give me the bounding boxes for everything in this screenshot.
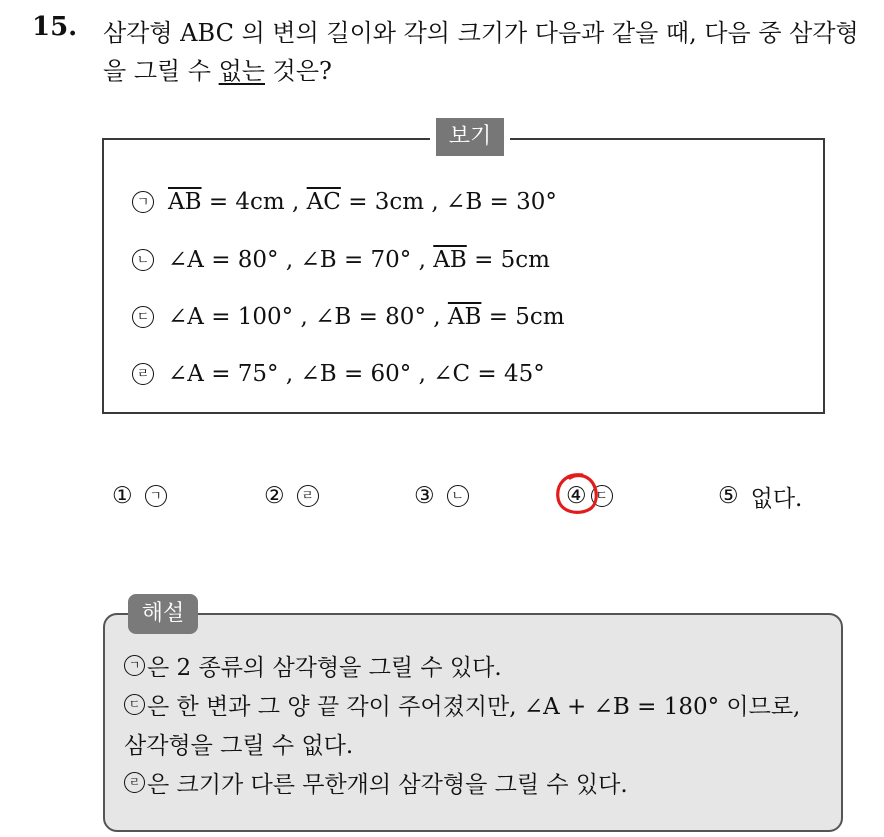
circled-marker: ㄱ — [132, 191, 154, 213]
question-text-part2: 것은? — [265, 57, 332, 85]
item-text: ∠A = 80° , ∠B = 70° , — [168, 247, 434, 273]
item-text: = 5cm — [466, 247, 550, 273]
bogi-item-1 — [132, 186, 557, 218]
circled-marker: ㄴ — [447, 485, 469, 507]
explanation-line-4 — [124, 764, 628, 800]
explanation-label: 해설 — [128, 594, 198, 634]
circled-marker: ㄹ — [124, 772, 145, 793]
item-text: = 5cm — [481, 304, 565, 330]
choice-number: ① — [112, 483, 133, 509]
choice-5[interactable] — [718, 480, 802, 512]
item-text: ∠A = 100° , ∠B = 80° , — [168, 304, 448, 330]
bogi-item-4 — [132, 358, 545, 390]
selected-answer-mark-icon — [552, 470, 602, 520]
item-text: = 3cm , ∠B = 30° — [340, 189, 557, 215]
item-text: ∠A = 75° , ∠B = 60° , ∠C = 45° — [168, 361, 545, 387]
explanation-text: 삼각형을 그릴 수 없다. — [124, 732, 354, 759]
bogi-label: 보기 — [430, 118, 510, 156]
question-text-part1: 삼각형 ABC 의 변의 길이와 각의 크기가 다음과 같을 때, 다음 중 삼각형을 그릴 수 — [103, 19, 859, 85]
circled-marker: ㄷ — [124, 694, 145, 715]
explanation-line-3 — [124, 725, 353, 761]
explanation-text: 은 한 변과 그 양 끝 각이 주어졌지만, ∠A + ∠B = 180° 이므로, — [147, 693, 801, 720]
explanation-line-1 — [124, 647, 502, 683]
segment-label: $\overline{AC}$ — [306, 189, 341, 215]
choice-number: ④ — [566, 483, 587, 509]
circled-marker: ㄷ — [132, 306, 154, 328]
explanation-line-2 — [124, 686, 800, 722]
question-text-underlined: 없는 — [218, 57, 265, 85]
explanation-text: 은 크기가 다른 무한개의 삼각형을 그릴 수 있다. — [147, 771, 628, 798]
choice-number: ② — [264, 483, 285, 509]
circled-marker: ㄷ — [591, 485, 613, 507]
choice-text: 없다. — [750, 485, 803, 512]
choice-number: ⑤ — [718, 483, 739, 509]
circled-marker: ㄱ — [145, 485, 167, 507]
circled-marker: ㄹ — [297, 485, 319, 507]
choice-1[interactable] — [112, 480, 181, 512]
choice-number: ③ — [414, 483, 435, 509]
question-text — [103, 14, 873, 90]
choice-2[interactable] — [264, 480, 333, 512]
explanation-text: 은 2 종류의 삼각형을 그릴 수 있다. — [147, 654, 502, 681]
choice-3[interactable] — [414, 480, 483, 512]
bogi-item-3 — [132, 301, 565, 333]
segment-label: $\overline{AB}$ — [168, 189, 202, 215]
circled-marker: ㄱ — [124, 655, 145, 676]
segment-label: $\overline{AB}$ — [433, 247, 467, 273]
question-number: 15. — [32, 12, 78, 42]
circled-marker: ㄴ — [132, 249, 154, 271]
segment-label: $\overline{AB}$ — [447, 304, 482, 330]
circled-marker: ㄹ — [132, 363, 154, 385]
item-text: = 4cm , — [201, 189, 307, 215]
bogi-item-2 — [132, 244, 550, 276]
